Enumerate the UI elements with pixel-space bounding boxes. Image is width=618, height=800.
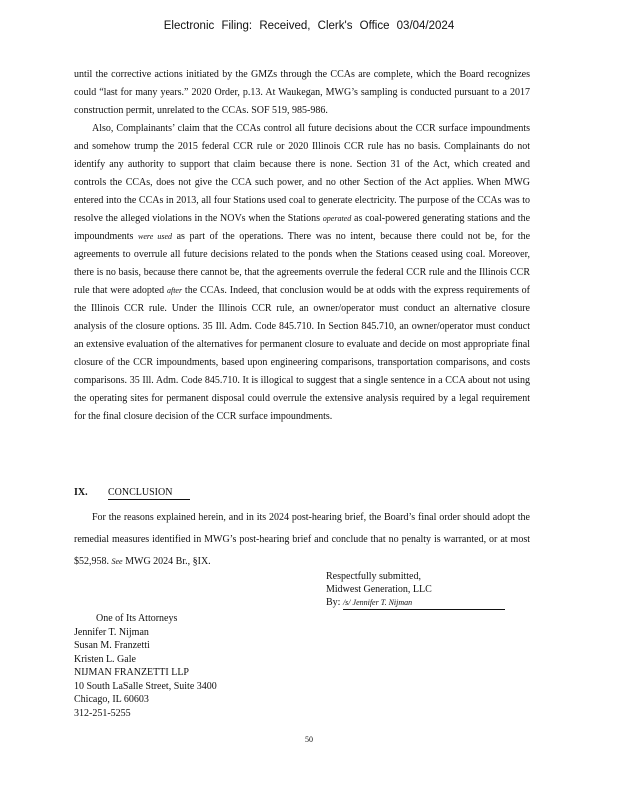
paragraph-2 xyxy=(74,120,530,426)
attorney-line: Jennifer T. Nijman xyxy=(74,626,149,638)
attorney-line: Kristen L. Gale xyxy=(74,653,136,665)
conclusion-text: For the reasons explained herein, and in its 2024 post-hearing brief, the Board’s final order should adopt the remedial measures identified in MWG’s post-hearing brief and conclude that no penalty is warranted, or at most $52,958. xyxy=(74,512,530,567)
paragraph-1: until the corrective actions initiated by the GMZs through the CCAs are complete, which the Board recognizes could “last for many years.” 2020 Order, p.13. At Waukegan, MWG’s sampling is conducted pursuant to a 2017 construction permit, unrelated to the CCAs. SOF 519, 985-986. xyxy=(74,69,530,116)
emphasis-operated: operated xyxy=(322,214,352,223)
emphasis-were-used: were used xyxy=(138,232,173,241)
city-line: Chicago, IL 60603 xyxy=(74,694,149,705)
conclusion-citation: MWG 2024 Br., §IX. xyxy=(125,556,211,567)
attorney-line: Susan M. Franzetti xyxy=(74,640,150,651)
page-number: 50 xyxy=(305,735,313,744)
section-number: IX. xyxy=(74,487,88,498)
conclusion-paragraph xyxy=(74,507,530,573)
section-heading xyxy=(74,487,190,500)
attorney-role: One of Its Attorneys xyxy=(96,613,178,624)
filing-header: Electronic Filing: Received, Clerk's Office 03/04/2024 xyxy=(163,20,455,32)
citation-signal: See xyxy=(111,557,123,566)
section-title: CONCLUSION xyxy=(108,487,190,500)
by-label: By: xyxy=(326,597,341,608)
address-line: 10 South LaSalle Street, Suite 3400 xyxy=(74,680,217,692)
party-name: Midwest Generation, LLC xyxy=(326,584,432,595)
emphasis-after: after xyxy=(166,286,183,295)
firm-name: NIJMAN FRANZETTI LLP xyxy=(74,667,189,678)
paragraph-2-part-b: as coal-powered generating stations and the impoundments xyxy=(74,213,531,242)
attorney-block xyxy=(74,612,217,720)
paragraph-2-part-c: as part of the operations. There was no intent, because there could not be, for the agreements to overrule all future decisions related to the ponds when the Stations ceased using coal. Moreover, there is no basis, because there cannot be, that the agreements overrule the federal CCR rule and the Illinois CCR rule that were adopted xyxy=(74,231,531,296)
signature-block xyxy=(326,570,505,610)
phone-number: 312-251-5255 xyxy=(74,707,131,719)
paragraph-2-part-a: Also, Complainants’ claim that the CCAs control all future decisions about the CCR surface impoundments and somehow trump the 2015 federal CCR rule or 2020 Illinois CCR rule has no basis. Complainants do not identify any authority to support that claim because there is none. Section 31 of the Act, which created and controls the CCAs, does not give the CCA such power, and no other Section of the Act applies. When MWG entered into the CCAs in 2013, all four Stations used coal to generate electricity. The purpose of the CCAs was to resolve the alleged violations in the NOVs when the Stations xyxy=(74,123,530,224)
paragraph-2-part-d: the CCAs. Indeed, that conclusion would be at odds with the express requirements of the Illinois CCR rule. Under the Illinois CCR rule, an owner/operator must conduct an alternative closure analysis of the closure options. 35 Ill. Adm. Code 845.710. In Section 845.710, an owner/operator must conduct an extensive evaluation of the alternatives for permanent closure to evaluate and decide on most appropriate final closure of the CCR impoundments, based upon engineering comparisons, transportation comparisons, and costs comparisons. 35 Ill. Adm. Code 845.710. It is illogical to suggest that a single sentence in a CCA about not using the operating sites for permanent disposal could overrule the extensive analysis required by a legal requirement for the final closure decision of the CCR surface impoundments. xyxy=(74,285,531,422)
closing: Respectfully submitted, xyxy=(326,571,421,582)
body-text xyxy=(74,66,530,426)
signature-line-row xyxy=(326,596,505,610)
signature-line: /s/ Jennifer T. Nijman xyxy=(343,596,505,610)
